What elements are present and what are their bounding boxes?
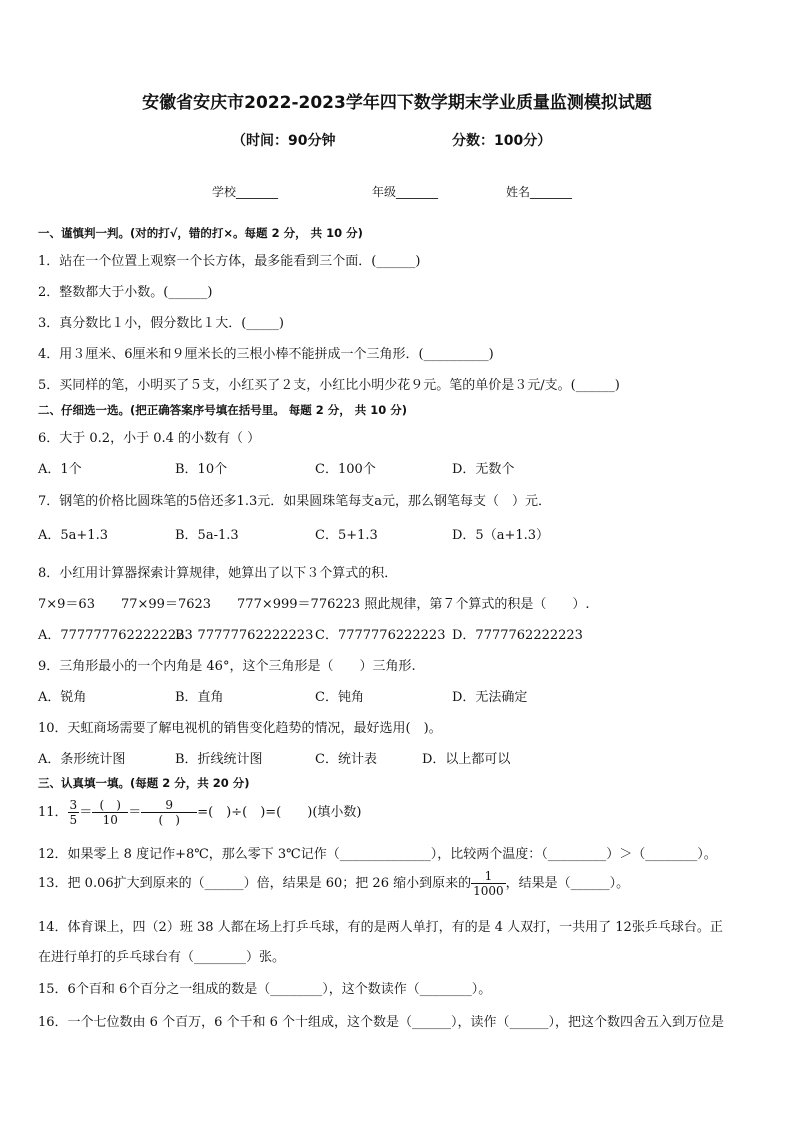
option-b: B．77777762222223 <box>175 628 314 643</box>
question-7: 7．钢笔的价格比圆珠笔的5倍还多1.3元．如果圆珠笔每支a元，那么钢笔每支（ ）元． <box>38 494 551 509</box>
question-8: 8．小红用计算器探索计算规律，她算出了以下３个算式的积． <box>38 566 398 581</box>
fraction-2: $\frac{( )}{10}$ <box>92 798 128 827</box>
time-label: （时间：90分钟 <box>232 133 336 149</box>
name-field: 姓名_______ <box>506 185 573 199</box>
question-14-line-2: 在进行单打的乒乓球台有（________）张。 <box>38 950 286 965</box>
question-5: 5．买同样的笔，小明买了５支，小红买了２支，小红比小明少花９元。笔的单价是３元/支。(______) <box>38 378 620 393</box>
option-a: A．7777777622222223 <box>38 628 193 643</box>
section-2-heading: 二、仔细选一选。(把正确答案序号填在括号里。 每题 2 分， 共 10 分) <box>38 403 408 417</box>
option-d: D．无数个 <box>452 462 515 477</box>
option-d: D．7777762222223 <box>452 628 583 643</box>
fraction-3: $\frac{9}{( )}$ <box>141 798 197 827</box>
question-8-line-2: 7×9＝63 77×99＝7623 777×999＝776223 照此规律，第７个算式的积是（ ）. <box>38 597 590 612</box>
question-13-part-a: 13．把 0.06扩大到原来的（______）倍，结果是 60；把 26 缩小到原来的 <box>38 876 472 891</box>
question-4: 4．用３厘米、6厘米和９厘米长的三根小棒不能拼成一个三角形．(__________) <box>38 347 494 362</box>
option-b: B．5a-1.3 <box>175 528 239 543</box>
question-14-line-1: 14．体育课上，四（2）班 38 人都在场上打乒乓球，有的是两人单打，有的是 4 人双打，一共用了 12张乒乓球台。正 <box>38 920 723 935</box>
option-c: C．5+1.3 <box>315 528 378 543</box>
question-6: 6．大于 0.2，小于 0.4 的小数有（ ） <box>38 431 261 446</box>
exam-title: 安徽省安庆市2022-2023学年四下数学期末学业质量监测模拟试题 <box>142 93 652 113</box>
option-a: A．锐角 <box>38 690 87 705</box>
fraction-1: $\frac{3}{5}$ <box>69 798 78 827</box>
question-16: 16．一个七位数由 6 个百万，6 个千和 6 个十组成，这个数是（______），读作（______），把这个数四舍五入到万位是 <box>38 1015 725 1030</box>
option-d: D．以上都可以 <box>422 752 511 767</box>
question-13-part-b: ，结果是（______）。 <box>505 876 630 891</box>
option-a: A．1个 <box>38 462 82 477</box>
option-d: D．无法确定 <box>452 690 528 705</box>
question-13 <box>38 869 629 898</box>
option-c: C．钝角 <box>315 690 364 705</box>
question-11: 11． $\frac{3}{5}$ ＝ $\frac{( )}{10}$ ＝ $\frac{9}{( )}$ =( )÷( )=( )(填小数) <box>38 798 362 827</box>
question-11-number: 11． <box>38 805 68 820</box>
question-15: 15．6个百和 6个百分之一组成的数是（________），这个数读作（________）。 <box>38 982 492 997</box>
option-d: D．5（a+1.3） <box>452 528 550 543</box>
question-9: 9．三角形最小的一个内角是 46°，这个三角形是（ ）三角形. <box>38 659 416 674</box>
option-a: A．条形统计图 <box>38 752 126 767</box>
question-11-tail: =( )÷( )=( )(填小数) <box>197 805 362 820</box>
option-c: C．统计表 <box>315 752 377 767</box>
section-1-heading: 一、谨慎判一判。(对的打√，错的打×。每题 2 分， 共 10 分) <box>38 226 363 240</box>
question-10: 10．天虹商场需要了解电视机的销售变化趋势的情况，最好选用( )。 <box>38 721 442 736</box>
option-b: B．直角 <box>175 690 224 705</box>
option-b: B．10个 <box>175 462 228 477</box>
option-c: C．100个 <box>315 462 376 477</box>
section-3-heading: 三、认真填一填。(每题 2 分，共 20 分) <box>38 776 250 790</box>
fraction-1-1000: $\frac{1}{1000}$ <box>473 869 504 898</box>
question-1: 1．站在一个位置上观察一个长方体，最多能看到三个面．(______) <box>38 254 421 269</box>
grade-field: 年级_______ <box>372 185 439 199</box>
score-label: 分数：100分） <box>452 133 552 149</box>
option-c: C．7777776222223 <box>315 628 446 643</box>
question-2: 2．整数都大于小数。(______) <box>38 285 213 300</box>
school-field: 学校_______ <box>212 185 279 199</box>
question-12: 12．如果零上 8 度记作+8℃，那么零下 3℃记作（______________），比较两个温度：（_________）＞（________）。 <box>38 847 717 862</box>
question-3: 3．真分数比１小，假分数比１大．(_____) <box>38 316 284 331</box>
option-a: A．5a+1.3 <box>38 528 108 543</box>
option-b: B．折线统计图 <box>175 752 263 767</box>
